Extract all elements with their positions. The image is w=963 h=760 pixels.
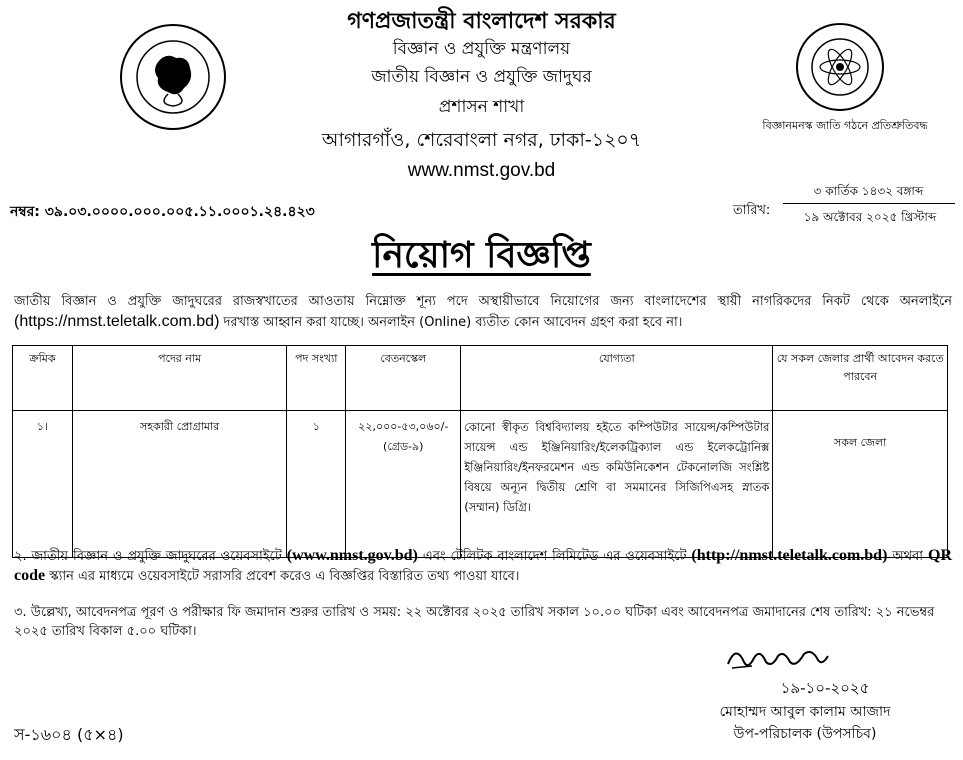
signature-icon bbox=[722, 638, 832, 678]
notice-title: নিয়োগ বিজ্ঞপ্তি bbox=[372, 235, 591, 276]
note-deadline: ৩. উল্লেখ্য, আবেদনপত্র পূরণ ও পরীক্ষার ফি জমাদান শুরুর তারিখ ও সময়: ২২ অক্টোবর ২০২৫ তারিখ সকাল ১০.০০ ঘটিকা এবং আবেদনপত্র জমাদানের শেষ তারিখ: ২১ নভেম্বর ২০২৫ তারিখ বিকাল ৫.০০ ঘটিকা। bbox=[14, 605, 935, 639]
col-post-count: পদ সংখ্যা bbox=[287, 346, 346, 411]
col-serial: ক্রমিক bbox=[13, 346, 73, 411]
header-museum: জাতীয় বিজ্ঞান ও প্রযুক্তি জাদুঘর bbox=[371, 67, 592, 87]
cell-post-count: ১ bbox=[287, 411, 346, 558]
date-english: ১৯ অক্টোবর ২০২৫ খ্রিস্টাব্দ bbox=[803, 210, 937, 224]
cell-serial: ১। bbox=[13, 411, 73, 558]
header-branch: প্রশাসন শাখা bbox=[438, 97, 525, 117]
memo-number: নম্বর: ৩৯.০৩.০০০০.০০০.০০৫.১১.০০০১.২৪.৪২৩ bbox=[10, 204, 315, 220]
reference-code: স-১৬০৪ (৫×৪) bbox=[14, 725, 124, 744]
cell-pay-scale: ২২,০০০-৫৩,০৬০/- (গ্রেড-৯) bbox=[346, 411, 461, 558]
date-divider bbox=[783, 203, 955, 204]
table-row bbox=[13, 411, 948, 558]
note-website-info: ২. জাতীয় বিজ্ঞান ও প্রযুক্তি জাদুঘরের ওয়েবসাইটে (www.nmst.gov.bd) এবং টেলিটক বাংলাদেশ লিমিটেড এর ওয়েবসাইটে (http://nmst.teletalk.com.bd) অথবা QR code স্ক্যান এর মাধ্যমে ওয়েবসাইটে সরাসরি প্রবেশ করেও এ বিজ্ঞপ্তির বিস্তারিত তথ্য পাওয়া যাবে। bbox=[14, 547, 953, 584]
col-districts: যে সকল জেলার প্রার্থী আবেদন করতে পারবেন bbox=[773, 346, 948, 411]
date-bangla: ৩ কার্তিক ১৪৩২ বঙ্গাব্দ bbox=[813, 184, 924, 198]
header-website: www.nmst.gov.bd bbox=[407, 160, 556, 181]
cell-qualification: কোনো স্বীকৃত বিশ্ববিদ্যালয় হইতে কম্পিউটার সায়েন্স/কম্পিউটার সায়েন্স এন্ড ইঞ্জিনিয়ারিং/ইলেকট্রিক্যাল এন্ড ইলেকট্রোনিক্স ইঞ্জিনিয়ারিং/ইনফরমেশন এন্ড কমিউনিকেশন টেকনোলজি সংশ্লিষ্ট বিষয়ে অন্যূন দ্বিতীয় শ্রেণি বা সমমানের সিজিপিএসহ স্নাতক (সম্মান) ডিগ্রি। bbox=[461, 411, 773, 558]
header-ministry: বিজ্ঞান ও প্রযুক্তি মন্ত্রণালয় bbox=[392, 39, 571, 59]
signature-date: ১৯-১০-২০২৫ bbox=[780, 679, 870, 697]
col-post-name: পদের নাম bbox=[72, 346, 286, 411]
museum-logo-icon bbox=[795, 22, 885, 112]
signatory-designation: উপ-পরিচালক (উপসচিব) bbox=[733, 726, 877, 742]
cell-districts: সকল জেলা bbox=[773, 411, 948, 558]
signatory-name: মোহাম্মদ আবুল কালাম আজাদ bbox=[719, 704, 891, 720]
table-header-row bbox=[13, 346, 948, 411]
museum-website-link[interactable]: (www.nmst.gov.bd) bbox=[286, 547, 418, 564]
teletalk-website-link[interactable]: (http://nmst.teletalk.com.bd) bbox=[691, 547, 888, 564]
posts-table bbox=[12, 345, 948, 558]
date-label: তারিখ: bbox=[733, 203, 771, 218]
intro-paragraph: জাতীয় বিজ্ঞান ও প্রযুক্তি জাদুঘরের রাজস্বখাতের আওতায় নিম্নোক্ত শূন্য পদে অস্থায়ীভাবে নিয়োগের জন্য বাংলাদেশের স্থায়ী নাগরিকদের নিকট থেকে অনলাইনে (https://nmst.teletalk.com.bd) দরখাস্ত আহ্বান করা যাচ্ছে। অনলাইন (Online) ব্যতীত কোন আবেদন গ্রহণ করা হবে না। bbox=[14, 294, 952, 330]
col-pay-scale: বেতনস্কেল bbox=[346, 346, 461, 411]
museum-motto: বিজ্ঞানমনস্ক জাতি গঠনে প্রতিশ্রুতিবদ্ধ bbox=[762, 119, 928, 132]
cell-post-name: সহকারী প্রোগ্রামার bbox=[72, 411, 286, 558]
col-qualification: যোগ্যতা bbox=[461, 346, 773, 411]
application-link[interactable]: (https://nmst.teletalk.com.bd) bbox=[14, 313, 220, 330]
government-seal-icon bbox=[118, 22, 228, 132]
header-address: আগারগাঁও, শেরেবাংলা নগর, ঢাকা-১২০৭ bbox=[321, 129, 642, 151]
header-government: গণপ্রজাতন্ত্রী বাংলাদেশ সরকার bbox=[347, 9, 616, 34]
